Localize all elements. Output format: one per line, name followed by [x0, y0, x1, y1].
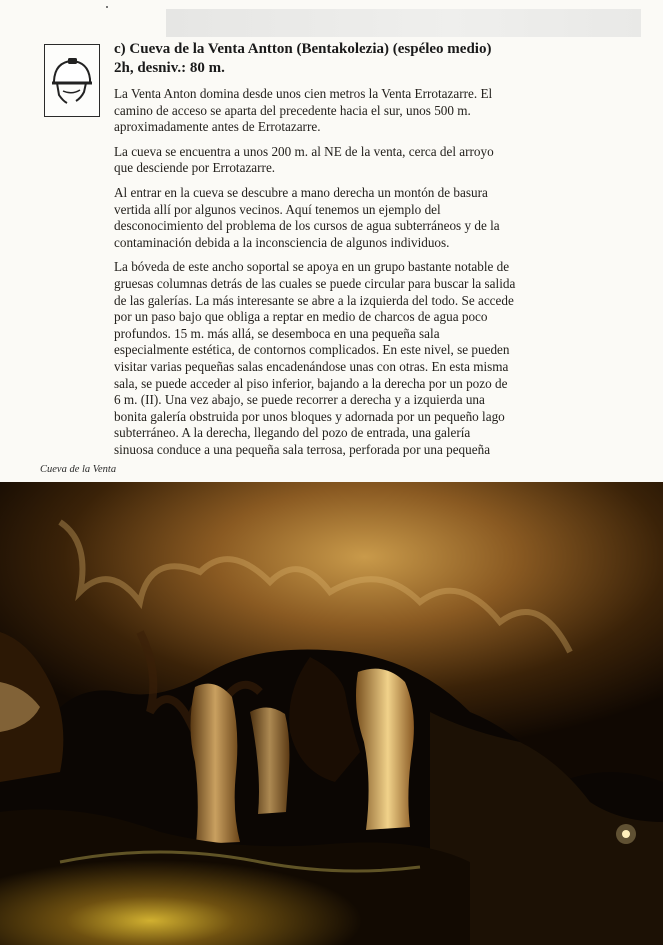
photo-caption: Cueva de la Venta: [40, 464, 117, 475]
text-line: gruesas columnas detrás de las cuales se puede circular para buscar la salida: [114, 275, 516, 291]
text-line: desconocimiento del problema de los cursos de agua subterráneos y de la: [114, 218, 500, 234]
top-shade-band: [166, 9, 641, 37]
section-subtitle: 2h, desniv.: 80 m.: [114, 60, 225, 76]
text-line: 6 m. (II). Una vez abajo, se puede recorrer a derecha y a izquierda una: [114, 392, 485, 408]
print-mark: [106, 6, 108, 8]
text-line: especialmente estética, de contornos complicados. En este nivel, se pueden: [114, 342, 510, 358]
text-line: sala, se puede acceder al piso inferior, bajando a la derecha por un pozo de: [114, 375, 508, 391]
paragraph: [114, 185, 634, 251]
cave-interior-photo: [0, 482, 663, 945]
text-line: vertida allí por algunos vecinos. Aquí tenemos un ejemplo del: [114, 201, 441, 217]
caving-helmet-icon-box: [44, 44, 100, 117]
text-line: La cueva se encuentra a unos 200 m. al NE de la venta, cerca del arroyo: [114, 143, 494, 159]
text-line: camino de acceso se aparta del precedente hacia el sur, unos 500 m.: [114, 102, 471, 118]
article-body: [114, 86, 634, 466]
text-line: subterráneo. A la derecha, llegando del pozo de entrada, una galería: [114, 425, 471, 441]
text-line: de las galerías. La más interesante se abre a la izquierda del todo. Se accede: [114, 292, 514, 308]
text-line: visitar varias pequeñas salas encadenándose unas con otras. En esta misma: [114, 358, 509, 374]
paragraph: [114, 259, 634, 458]
text-line: profundos. 15 m. más allá, se desemboca en una pequeña sala: [114, 325, 440, 341]
paragraph: [114, 144, 634, 177]
cave-photo-illustration: [0, 482, 663, 945]
text-line: bonita galería obstruida por unos bloques y adornada por un pequeño lago: [114, 408, 505, 424]
text-line: La bóveda de este ancho soportal se apoya en un grupo bastante notable de: [114, 259, 510, 275]
paragraph: [114, 86, 634, 136]
section-heading: [114, 40, 634, 78]
text-line: aproximadamente antes de Errotazarre.: [114, 119, 321, 135]
text-line: La Venta Anton domina desde unos cien metros la Venta Errotazarre. El: [114, 86, 493, 101]
section-title: c) Cueva de la Venta Antton (Bentakolezia) (espéleo medio): [114, 41, 492, 57]
text-line: Al entrar en la cueva se descubre a mano derecha un montón de basura: [114, 184, 488, 200]
text-line: contaminación debida a la inconsciencia de algunos individuos.: [114, 234, 450, 250]
caving-helmet-icon: [45, 45, 99, 116]
text-line: por un paso bajo que obliga a reptar en medio de charcos de agua poco: [114, 309, 488, 325]
text-line: que desciende por Errotazarre.: [114, 160, 276, 176]
text-line: sinuosa conduce a una pequeña sala terrosa, perforada por una pequeña: [114, 441, 491, 457]
